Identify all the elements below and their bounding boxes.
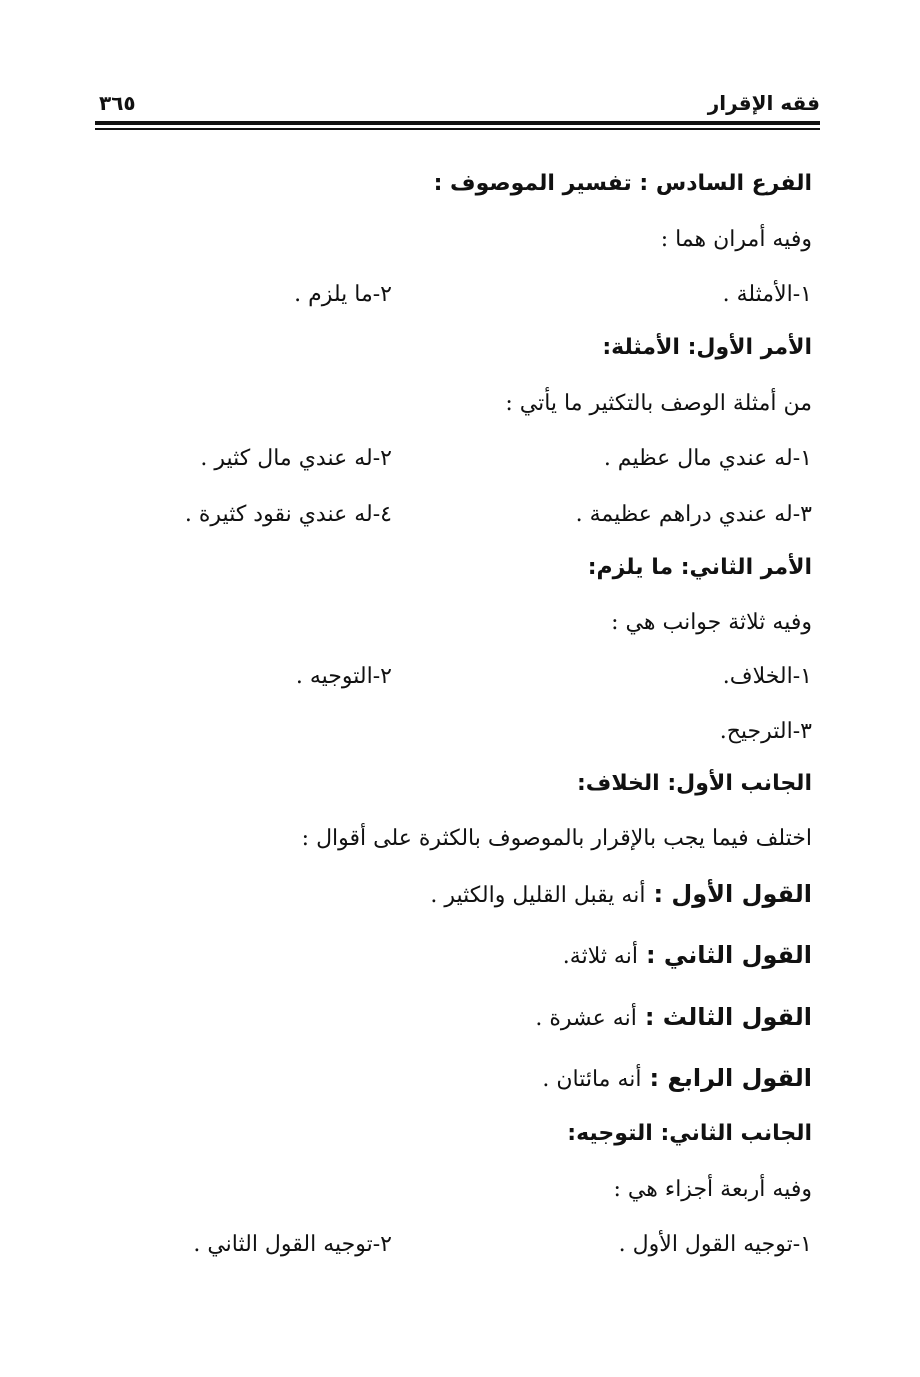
- list-item: ٣-له عندي دراهم عظيمة .: [575, 502, 812, 527]
- running-title: فقه الإقرار: [707, 91, 820, 115]
- opinion-text: أنه يقبل القليل والكثير .: [430, 883, 646, 908]
- second-aspect-intro: وفيه أربعة أجزاء هي :: [613, 1177, 812, 1202]
- second-aspect-heading: الجانب الثاني: التوجيه:: [567, 1121, 812, 1146]
- first-matter-heading: الأمر الأول: الأمثلة:: [602, 335, 812, 360]
- list-item: ٢-التوجيه .: [295, 664, 392, 689]
- opinion-row: [100, 1058, 812, 1098]
- first-matter-intro: من أمثلة الوصف بالتكثير ما يأتي :: [505, 391, 812, 416]
- topics-row: [100, 275, 812, 315]
- first-aspect-intro: اختلف فيما يجب بالإقرار بالموصوف بالكثرة على أقوال :: [301, 826, 812, 851]
- header-rule: [95, 121, 820, 130]
- page-header: [95, 88, 820, 118]
- opinion-label: القول الرابع :: [649, 1064, 812, 1092]
- list-item: ٢-توجيه القول الثاني .: [193, 1232, 392, 1257]
- list-item: ١-له عندي مال عظيم .: [603, 446, 812, 471]
- opinion-row: [100, 997, 812, 1037]
- second-matter-intro: وفيه ثلاثة جوانب هي :: [611, 610, 812, 635]
- opinion-label: القول الثاني :: [645, 941, 812, 969]
- opinion-row: [100, 874, 812, 914]
- first-aspect-heading: الجانب الأول: الخلاف:: [577, 771, 812, 796]
- list-item: ١-الأمثلة .: [722, 282, 812, 307]
- list-item: ٣-الترجيح.: [719, 719, 812, 744]
- list-item: ٤-له عندي نقود كثيرة .: [184, 502, 392, 527]
- opinion-label: القول الثالث :: [644, 1003, 812, 1031]
- examples-row: [100, 495, 812, 535]
- opinion-label: القول الأول :: [653, 880, 812, 908]
- intro-line: وفيه أمران هما :: [660, 227, 812, 252]
- list-item: ٢-ما يلزم .: [294, 282, 392, 307]
- list-item: ١-الخلاف.: [722, 664, 812, 689]
- page-number: ٣٦٥: [99, 91, 136, 115]
- second-matter-heading: الأمر الثاني: ما يلزم:: [587, 555, 812, 580]
- opinion-text: أنه عشرة .: [535, 1006, 637, 1031]
- list-item: ٢-له عندي مال كثير .: [200, 446, 392, 471]
- list-item: ١-توجيه القول الأول .: [618, 1232, 812, 1257]
- parts-row: [100, 1225, 812, 1265]
- opinion-row: [100, 935, 812, 975]
- examples-row: [100, 439, 812, 479]
- opinion-text: أنه ثلاثة.: [562, 944, 638, 969]
- aspects-row: [100, 657, 812, 697]
- opinion-text: أنه مائتان .: [542, 1067, 642, 1092]
- section-heading: الفرع السادس : تفسير الموصوف :: [433, 171, 812, 196]
